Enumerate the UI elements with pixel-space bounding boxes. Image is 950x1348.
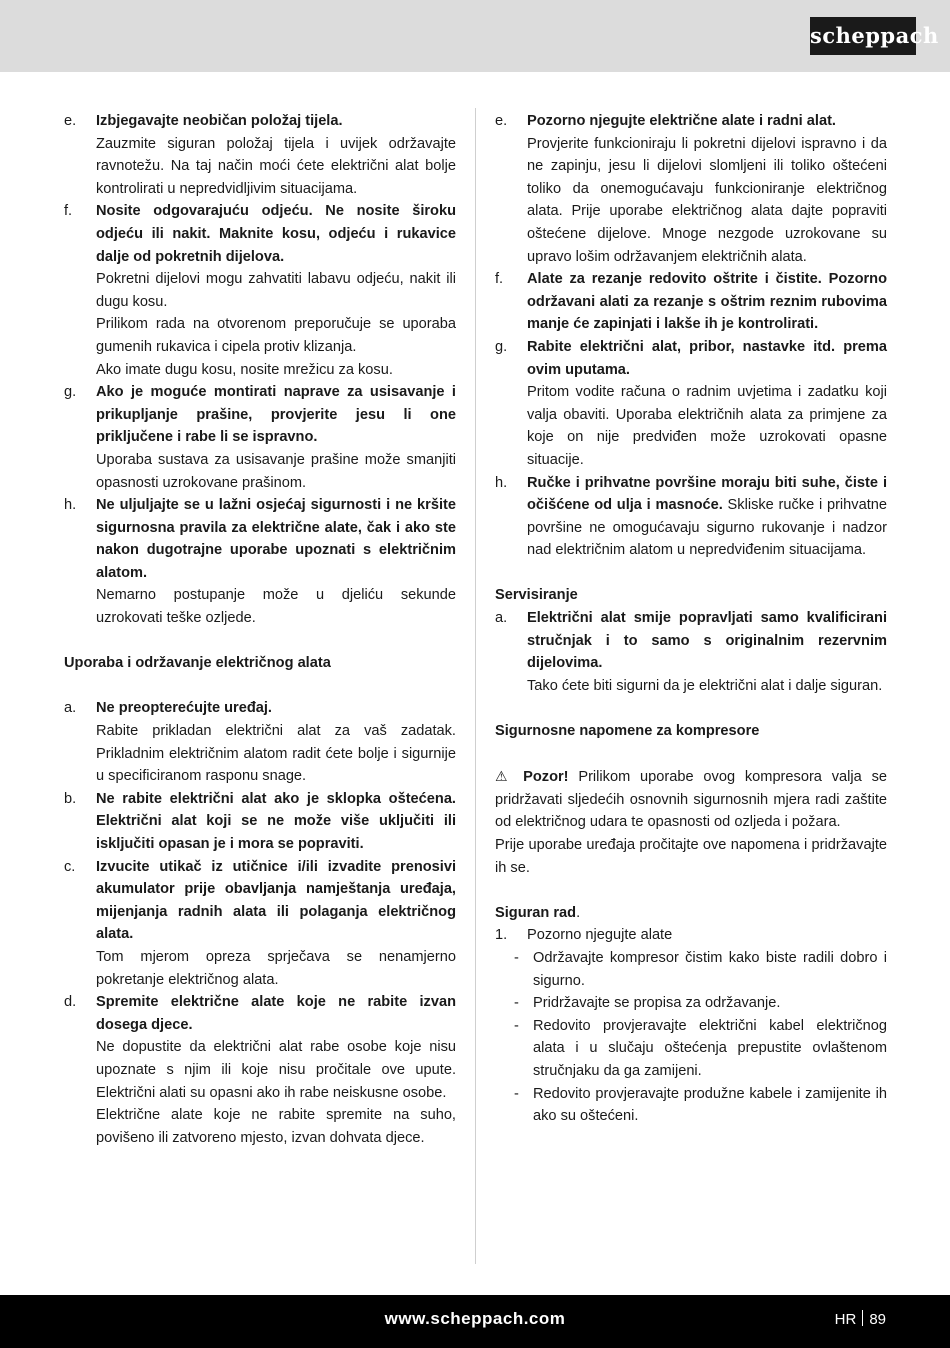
item-marker: h.	[64, 497, 77, 514]
item-heading: Izvucite utikač iz utičnice i/ili izvadite prenosivi akumulator prije obavljanja namještanja uređaja, mijenjanja radnih alata ili polaganja električnog alata.	[96, 858, 456, 943]
item-heading: Alate za rezanje redovito oštrite i čistite. Pozorno održavani alati za rezanje s oštrim reznim rubovima manje će zapinjati i lakše ih je kontrolirati.	[527, 271, 887, 333]
item-marker: c.	[64, 858, 76, 875]
warning-icon: ⚠	[495, 768, 514, 785]
page-num: 89	[869, 1311, 886, 1328]
item-heading: Izbjegavajte neobičan položaj tijela.	[96, 113, 343, 129]
list-item-f	[64, 200, 456, 381]
item-heading: Električni alat smije popravljati samo kvalificirani stručnjak i to samo s originalnim rezervnim dijelovima.	[527, 610, 887, 672]
warning-text-2: Prije uporabe uređaja pročitajte ove napomena i pridržavajte ih se.	[495, 837, 887, 876]
item-text: Pozorno njegujte alate	[527, 927, 673, 944]
list-item-h	[495, 472, 887, 562]
bullet-item	[495, 992, 887, 1015]
item-marker: f.	[495, 271, 504, 288]
footer-url: www.scheppach.com	[384, 1309, 566, 1328]
item-text: Provjerite funkcioniraju li pokretni dijelovi ispravno i da ne zapinju, jesu li dijelovi slomljeni ili toliko oštećeni toliko da onemogućavaju funkcioniranje električnog alata. Prije uporabe električnog alata dajte popraviti oštećene dijelove. Mnoge nezgode uzrokovane su upravo lošim održavanjem električnih alata.	[527, 135, 887, 265]
safe-work-heading	[495, 902, 887, 925]
item-marker: a.	[495, 610, 508, 627]
dash-bullet: -	[514, 949, 519, 966]
dash-bullet: -	[514, 995, 519, 1012]
item-marker: g.	[64, 384, 77, 401]
list-item-e	[495, 110, 887, 268]
item-text: Pritom vodite računa o radnim uvjetima i zadatku koji valja obaviti. Uporaba električnih alata za primjene za koje on nije predviđen može uzrokovati opasne situacije.	[527, 384, 887, 468]
item-text: Rabite prikladan električni alat za vaš zadatak. Prikladnim električnim alatom radit ćete bolje i sigurnije u specificiranom rasponu snage.	[96, 723, 456, 785]
item-marker: b.	[64, 790, 77, 807]
item-heading: Ako je moguće montirati naprave za usisavanje i prikupljanje prašine, provjerite jesu li one priključene i rabe li se ispravno.	[96, 384, 456, 446]
item-marker: h.	[495, 474, 508, 491]
item-heading: Spremite električne alate koje ne rabite izvan dosega djece.	[96, 994, 456, 1033]
right-column	[495, 110, 887, 1128]
list-item-service-a	[495, 607, 887, 697]
item-text: Tako ćete biti sigurni da je električni alat i dalje siguran.	[527, 677, 883, 694]
dash-bullet: -	[514, 1017, 519, 1034]
left-column	[64, 110, 456, 1149]
item-heading: Ne rabite električni alat ako je sklopka oštećena. Električni alat koji se ne može više uključiti ili isključiti opasan je i mora se popraviti.	[96, 790, 456, 852]
scheppach-logo: scheppach	[810, 17, 916, 55]
item-heading: Ne preopterećujte uređaj.	[96, 700, 272, 717]
list-item-g	[495, 336, 887, 472]
page-number	[835, 1310, 886, 1328]
item-heading: Ručke i prihvatne površine moraju biti suhe, čiste i očišćene od ulja i masnoće.	[527, 474, 887, 514]
footer-band	[0, 1295, 950, 1348]
item-marker: a.	[64, 700, 77, 717]
bullet-text: Održavajte kompresor čistim kako biste radili dobro i sigurno.	[533, 949, 887, 989]
section-title: Uporaba i održavanje električnog alata	[64, 655, 331, 672]
bullet-text: Redovito provjeravajte električni kabel električnog alata i u slučaju oštećenja prepustite ovlaštenom stručnjaku da ga zamijeni.	[533, 1017, 887, 1079]
language-code: HR	[834, 1311, 857, 1328]
list-item-c	[64, 856, 456, 992]
item-heading: Rabite električni alat, pribor, nastavke itd. prema ovim uputama.	[527, 338, 887, 378]
section-title-compressor: Sigurnosne napomene za kompresore	[495, 723, 760, 740]
column-divider	[475, 108, 476, 1264]
item-text: Električne alate koje ne rabite spremite na suho, povišeno ili zatvoreno mjesto, izvan dohvata djece.	[96, 1107, 456, 1146]
item-paragraph	[527, 472, 887, 562]
item-heading: Ne uljuljajte se u lažni osjećaj sigurnosti i ne kršite sigurnosna pravila za električne alate, čak i ako ste nakon dugotrajne uporabe upoznati s električnim alatom.	[96, 497, 456, 581]
item-text: Tom mjerom opreza sprječava se nenamjerno pokretanje električnog alata.	[96, 948, 456, 988]
warning-paragraph	[495, 765, 887, 834]
item-text: Ne dopustite da električni alat rabe osobe koje nisu upoznate s njim ili koje nisu pročitale ove upute. Električni alati su opasni ako ih rabe neiskusne osobe.	[96, 1039, 456, 1101]
item-marker: f.	[64, 203, 73, 220]
bullet-text: Redovito provjeravajte produžne kabele i zamijenite ih ako su oštećeni.	[533, 1085, 887, 1125]
item-text: Uporaba sustava za usisavanje prašine može smanjiti opasnosti uzrokovane prašinom.	[96, 451, 456, 491]
header-band	[0, 0, 950, 72]
bullet-item	[495, 1083, 887, 1128]
list-item-b	[64, 788, 456, 856]
item-text: Zauzmite siguran položaj tijela i uvijek održavajte ravnotežu. Na taj način moći ćete električni alat bolje kontrolirati u nepredvidljivim situacijama.	[96, 135, 456, 197]
list-item-care	[495, 924, 887, 947]
bullet-item	[495, 1015, 887, 1083]
warning-label: Pozor!	[523, 769, 569, 786]
safe-work-dot: .	[576, 904, 581, 921]
safe-work-label: Siguran rad	[495, 904, 577, 921]
bullet-text: Pridržavajte se propisa za održavanje.	[533, 995, 781, 1012]
section-title-service: Servisiranje	[495, 587, 578, 604]
item-marker: 1.	[495, 927, 508, 944]
item-text: Nemarno postupanje može u djeliću sekunde uzrokovati teške ozljede.	[96, 587, 456, 627]
item-heading: Pozorno njegujte električne alate i radni alat.	[527, 113, 836, 129]
item-text: Prilikom rada na otvorenom preporučuje se uporaba gumenih rukavica i cipela protiv klizanja.	[96, 316, 456, 355]
warning-text: Prilikom uporabe ovog kompresora valja se pridržavati sljedećih osnovnih sigurnosnih mjera radi zaštite od električnog udara te opasnosti od ozljeda i požara.	[495, 769, 887, 831]
item-marker: d.	[64, 994, 77, 1011]
item-marker: g.	[495, 338, 508, 355]
item-text: Pokretni dijelovi mogu zahvatiti labavu odjeću, nakit ili dugu kosu.	[96, 271, 456, 310]
dash-bullet: -	[514, 1085, 519, 1102]
bullet-item	[495, 947, 887, 992]
list-item-f	[495, 268, 887, 336]
item-text: Skliske ručke i prihvatne površine ne omogućavaju sigurno rukovanje i nadzor nad električnim alatom u nepredviđenim situacijama.	[527, 497, 887, 559]
item-heading: Nosite odgovarajuću odjeću. Ne nosite široku odjeću ili nakit. Maknite kosu, odjeću i rukavice dalje od pokretnih dijelova.	[96, 203, 456, 265]
list-item-a	[64, 697, 456, 787]
page-separator	[862, 1310, 863, 1326]
item-marker: e.	[64, 113, 77, 129]
item-marker: e.	[495, 113, 508, 129]
list-item-d	[64, 991, 456, 1149]
item-text: Ako imate dugu kosu, nosite mrežicu za kosu.	[96, 361, 393, 378]
list-item-h	[64, 494, 456, 630]
list-item-g	[64, 381, 456, 494]
list-item-e	[64, 110, 456, 200]
